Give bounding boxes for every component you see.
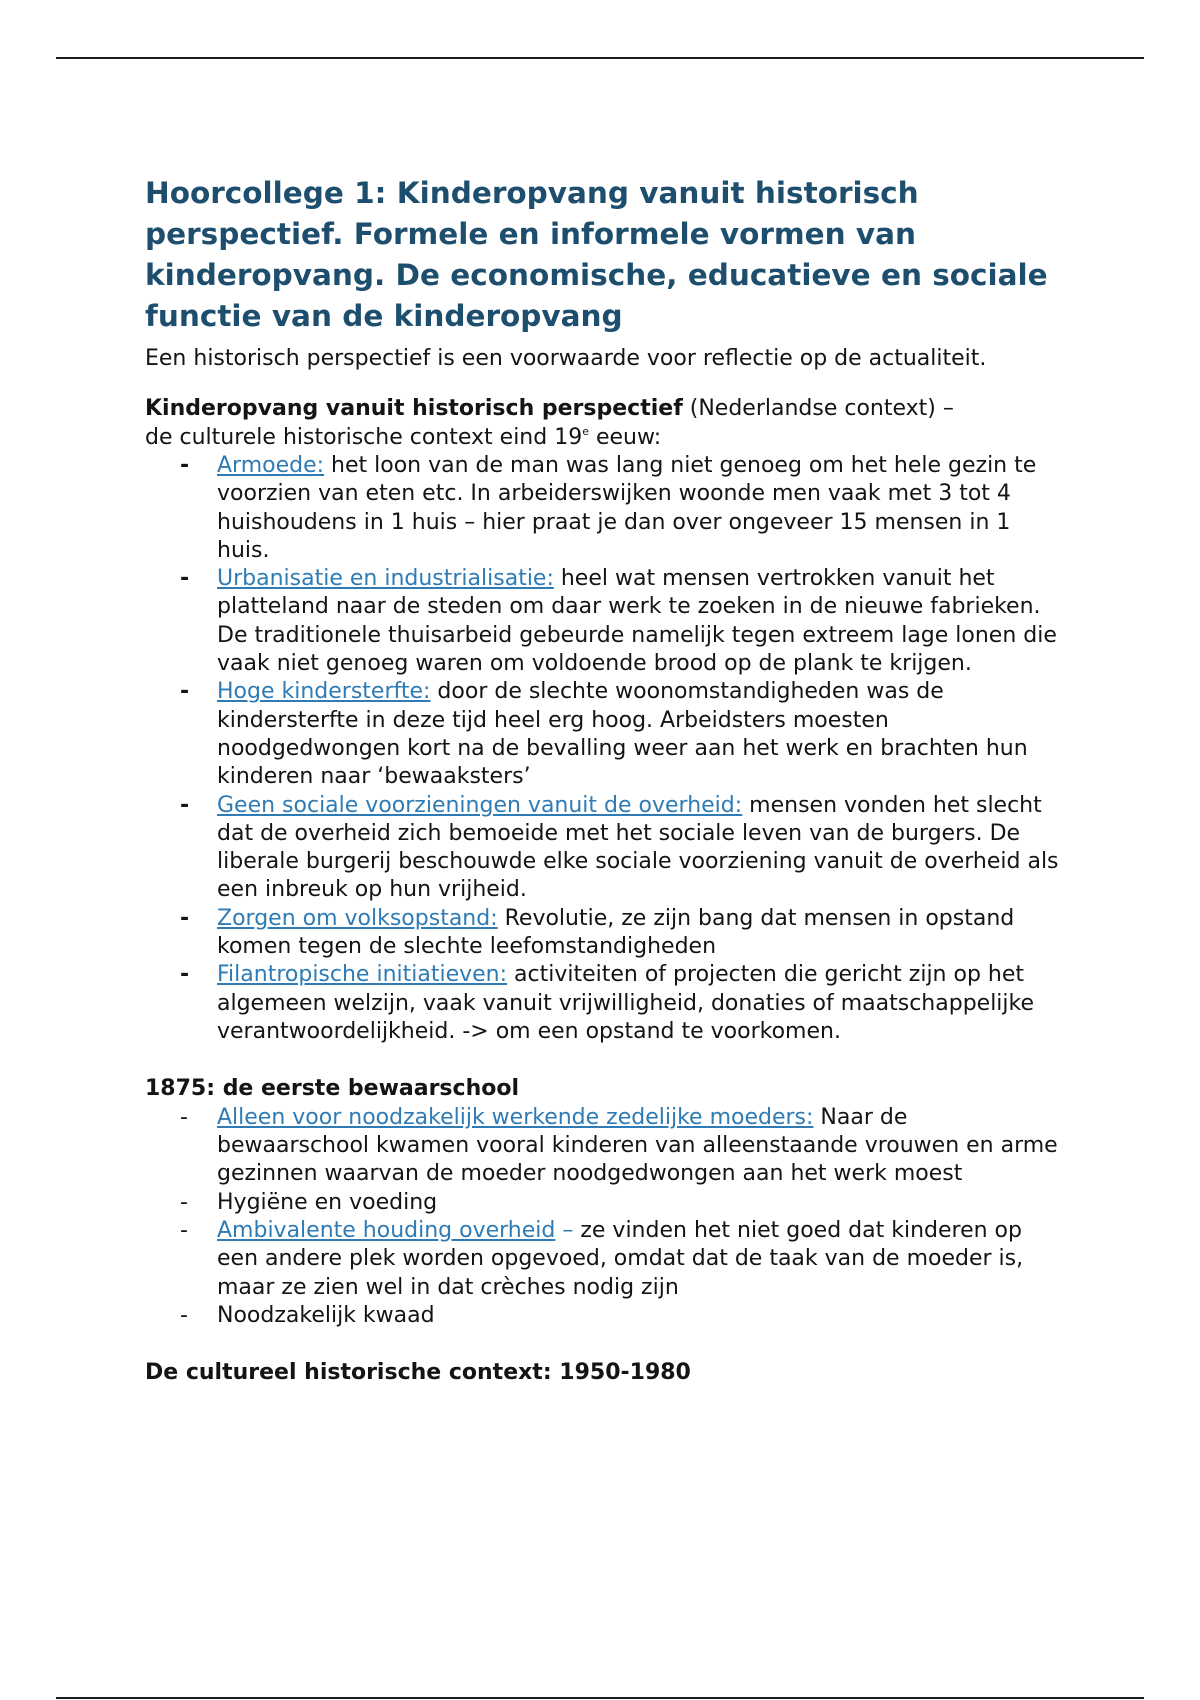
section-heading-historisch [145, 395, 1065, 452]
list-dash: - [180, 453, 190, 478]
list-bewaarschool [145, 1104, 1065, 1330]
list-item-text: het loon van de man was lang niet genoeg om het hele gezin te voorzien van eten etc. In arbeiderswijken woonde men vaak met 3 tot 4 huishoudens in 1 huis – hier praat je dan over ongeveer 15 mensen in 1 huis. [217, 453, 1037, 563]
term-link-kindersterfte[interactable]: Hoge kindersterfte: [217, 679, 431, 705]
list-item-text: door de slechte woonomstandigheden was de kindersterfte in deze tijd heel erg hoog. Arbeidsters moesten noodgedwongen kort na de bevalling weer aan het werk en brachten hun kinderen naar ‘bewaaksters’ [217, 679, 1028, 790]
section-heading-context: (Nederlandse context) – [682, 396, 954, 421]
term-link-zedelijke-moeders[interactable]: Alleen voor noodzakelijk werkende zedelijke moeders: [217, 1104, 814, 1130]
list-item-text: activiteiten of projecten die gericht zijn op het algemeen welzijn, vaak vanuit vrijwilligheid, donaties of maatschappelijke verantwoordelijkheid. -> om een opstand te voorkomen. [217, 962, 1035, 1044]
page-title: Hoorcollege 1: Kinderopvang vanuit historisch perspectief. Formele en informele vormen van kinderopvang. De economische, educatieve en sociale functie van de kinderopvang [145, 176, 1048, 333]
section-subline: de culturele historische context eind 19 [145, 424, 583, 450]
term-dash-suffix: – [555, 1217, 574, 1243]
list-item-ambivalente-houding [145, 1217, 1065, 1302]
list-item-noodzakelijk-kwaad [145, 1302, 1065, 1330]
list-dash: - [180, 1217, 188, 1243]
list-item-armoede [145, 452, 1065, 565]
list-item-text: Noodzakelijk kwaad [217, 1302, 435, 1328]
list-dash: - [180, 1189, 188, 1215]
list-item-hygiene [145, 1189, 1065, 1217]
list-item-text: Revolutie, ze zijn bang dat mensen in opstand komen tegen de slechte leefomstandigheden [217, 905, 1015, 960]
term-link-urbanisatie[interactable]: Urbanisatie en industrialisatie: [217, 566, 554, 592]
list-dash: - [180, 1104, 188, 1130]
term-link-volksopstand[interactable]: Zorgen om volksopstand: [217, 905, 498, 931]
list-dash: - [180, 1302, 188, 1328]
list-context-19e-eeuw [145, 452, 1065, 1046]
list-dash: - [180, 962, 190, 988]
list-dash: - [180, 792, 190, 818]
list-item-urbanisatie [145, 565, 1065, 678]
section-heading-1950-1980: De cultureel historische context: 1950-1980 [145, 1360, 691, 1386]
list-item-kindersterfte [145, 678, 1065, 791]
list-dash: - [180, 905, 190, 931]
footer-rule [56, 1697, 1144, 1699]
list-item-text: mensen vonden het slecht dat de overheid zich bemoeide met het sociale leven van de burgers. De liberale burgerij beschouwde elke sociale voorziening vanuit de overheid als een inbreuk op hun vrijheid. [217, 792, 1059, 903]
list-item-sociale-voorzieningen [145, 792, 1065, 905]
section-subline-end: eeuw: [588, 424, 662, 450]
term-link-armoede[interactable]: Armoede: [217, 453, 325, 478]
list-dash: - [180, 566, 190, 592]
intro-paragraph: Een historisch perspectief is een voorwaarde voor reflectie op de actualiteit. [145, 346, 987, 371]
list-item-text: ze vinden het niet goed dat kinderen op een andere plek worden opgevoed, omdat dat de taak van de moeder is, maar ze zien wel in dat crèches nodig zijn [217, 1217, 1024, 1300]
list-item-text: heel wat mensen vertrokken vanuit het platteland naar de steden om daar werk te zoeken in de nieuwe fabrieken. De traditionele thuisarbeid gebeurde namelijk tegen extreem lage lonen die vaak niet genoeg waren om voldoende brood op de plank te krijgen. [217, 566, 1057, 677]
term-link-filantropische[interactable]: Filantropische initiatieven: [217, 962, 508, 988]
list-item-text: Naar de bewaarschool kwamen vooral kinderen van alleenstaande vrouwen en arme gezinnen waarvan de moeder noodgedwongen aan het werk moest [217, 1104, 1058, 1187]
section-heading-1875: 1875: de eerste bewaarschool [145, 1076, 519, 1102]
list-dash: - [180, 679, 190, 705]
header-rule [56, 57, 1144, 59]
list-item-filantropische [145, 961, 1065, 1046]
term-link-sociale-voorzieningen[interactable]: Geen sociale voorzieningen vanuit de overheid: [217, 792, 743, 818]
document-body [145, 173, 1065, 1388]
list-item-zedelijke-moeders [145, 1104, 1065, 1189]
list-item-volksopstand [145, 905, 1065, 962]
term-link-ambivalente-houding[interactable]: Ambivalente houding overheid [217, 1217, 556, 1243]
section-heading-bold: Kinderopvang vanuit historisch perspectief [145, 396, 683, 421]
superscript-e: e [582, 424, 589, 438]
list-item-text: Hygiëne en voeding [217, 1189, 438, 1215]
